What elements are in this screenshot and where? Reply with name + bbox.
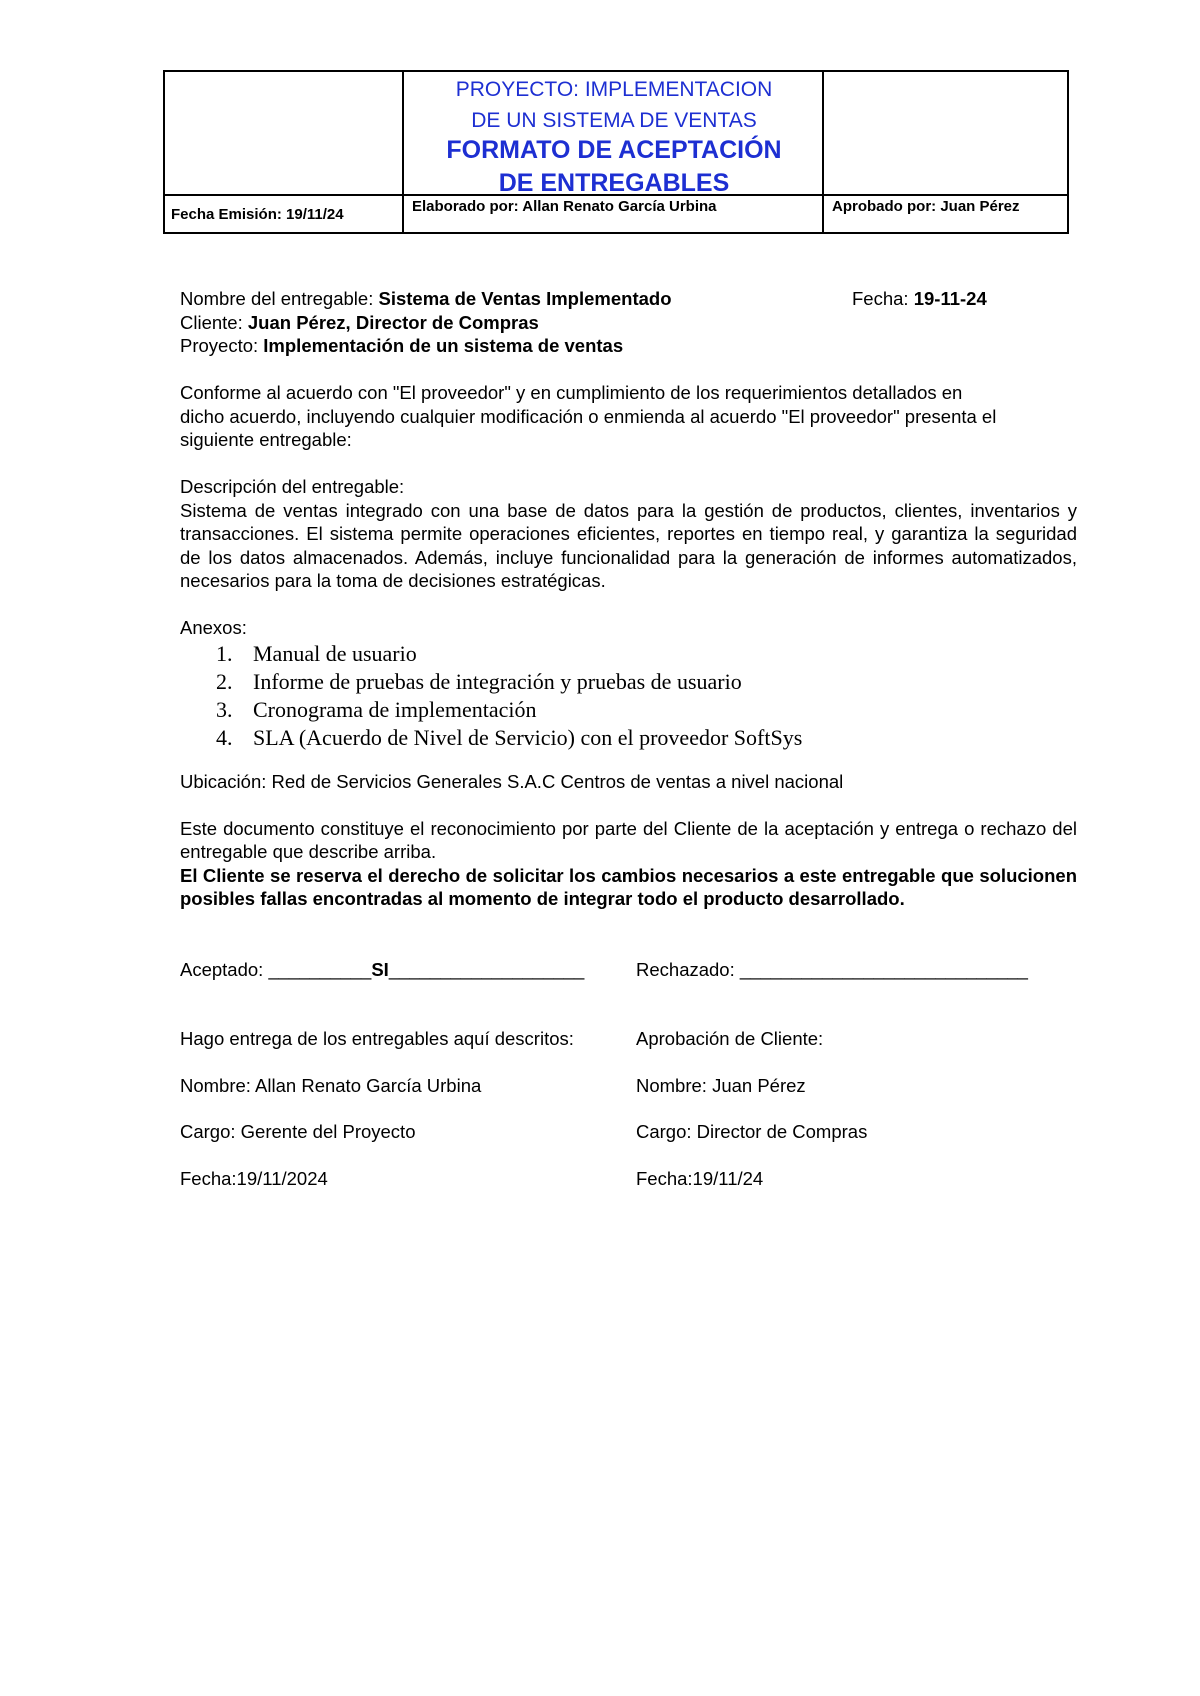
- list-item-number: 1.: [216, 640, 233, 666]
- aceptacion-row: [180, 958, 1077, 982]
- cliente-value: Juan Pérez, Director de Compras: [247, 311, 539, 333]
- descripcion-text: Sistema de ventas integrado con una base de datos para la gestión de productos, clientes, inventarios y transacciones. El sistema permite operaciones eficientes, reportes en tiempo real, y garantiza la seguridad de los datos almacenados. Además, incluye funcionalidad para la generación de informes automatizados, necesarios para la toma de decisiones estratégicas.: [180, 499, 1077, 591]
- firmas-nombre-row: [180, 1074, 1077, 1098]
- ubicacion: Ubicación: Red de Servicios Generales S.A.C Centros de ventas a nivel nacional: [180, 770, 844, 792]
- proyecto-value: Implementación de un sistema de ventas: [263, 335, 624, 356]
- firmas-fecha-row: [180, 1167, 1077, 1191]
- list-item: [180, 640, 1077, 668]
- list-item-number: 4.: [216, 724, 233, 750]
- descripcion-label: Descripción del entregable:: [180, 476, 405, 497]
- list-item-text: Cronograma de implementación: [253, 696, 537, 722]
- firmas-cargo-row: [180, 1120, 1077, 1144]
- list-item-number: 3.: [216, 696, 233, 722]
- project-title-line1: PROYECTO: IMPLEMENTACION: [455, 78, 773, 101]
- header-table: [163, 70, 1069, 234]
- reserva-text: El Cliente se reserva el derecho de solicitar los cambios necesarios a este entregable que solucionen posibles fallas encontradas al momento de integrar todo el producto desarrollado.: [180, 864, 1077, 909]
- intro-line1: Conforme al acuerdo con "El proveedor" y en cumplimiento de los requerimientos detallados en: [180, 382, 963, 403]
- intro-line3: siguiente entregable:: [180, 429, 352, 450]
- aprobado-por: Aprobado por: Juan Pérez: [832, 198, 1020, 215]
- format-title-line1: FORMATO DE ACEPTACIÓN: [446, 136, 782, 164]
- nombre-value: Sistema de Ventas Implementado: [378, 288, 672, 309]
- entrega-heading: Hago entrega de los entregables aquí descritos:: [180, 1028, 574, 1049]
- document-body: [180, 287, 1077, 1190]
- list-item: [180, 724, 1077, 752]
- aceptado-field: [180, 959, 584, 980]
- anexos-label: Anexos:: [180, 617, 247, 638]
- list-item-number: 2.: [216, 668, 233, 694]
- aprobacion-fecha: Fecha:19/11/24: [636, 1167, 764, 1189]
- entrega-fecha: Fecha:19/11/2024: [180, 1167, 328, 1189]
- aceptado-value: SI: [371, 958, 389, 980]
- rechazado-label: Rechazado:: [636, 958, 740, 980]
- reconocimiento-text: Este documento constituye el reconocimiento por parte del Cliente de la aceptación y entrega o rechazo del entregable que describe arriba.: [180, 817, 1077, 862]
- proyecto-label: Proyecto:: [180, 335, 264, 356]
- rechazado-line: ____________________________: [739, 958, 1028, 980]
- list-item-text: Informe de pruebas de integración y pruebas de usuario: [253, 668, 742, 694]
- entrega-nombre: Nombre: Allan Renato García Urbina: [180, 1074, 482, 1096]
- format-title-line2: DE ENTREGABLES: [498, 169, 730, 197]
- nombre-label: Nombre del entregable:: [180, 288, 379, 309]
- elaborado-por: Elaborado por: Allan Renato García Urbina: [412, 198, 717, 215]
- list-item: [180, 696, 1077, 724]
- aceptado-line-pre: __________: [268, 958, 372, 980]
- fecha-emision: Fecha Emisión: 19/11/24: [171, 206, 344, 223]
- intro-line2: dicho acuerdo, incluyendo cualquier modificación o enmienda al acuerdo "El proveedor" presenta el: [180, 405, 997, 427]
- list-item-text: Manual de usuario: [253, 640, 417, 666]
- fecha-value: 19-11-24: [913, 288, 987, 309]
- aprobacion-cargo: Cargo: Director de Compras: [636, 1121, 868, 1142]
- list-item-text: SLA (Acuerdo de Nivel de Servicio) con el proveedor SoftSys: [253, 724, 803, 750]
- nombre-entregable-row: [180, 287, 1077, 311]
- cliente-row: [180, 311, 1077, 335]
- aceptado-line-post: ___________________: [388, 958, 585, 980]
- document-title: [404, 72, 824, 197]
- firmas-heading-row: [180, 1027, 1077, 1051]
- aprobacion-nombre: Nombre: Juan Pérez: [636, 1074, 806, 1096]
- project-title-line2: DE UN SISTEMA DE VENTAS: [471, 109, 757, 132]
- entrega-cargo: Cargo: Gerente del Proyecto: [180, 1121, 416, 1142]
- fecha-field: [852, 287, 987, 311]
- rechazado-field: [636, 958, 1028, 982]
- fecha-label: Fecha:: [852, 288, 914, 309]
- aprobacion-heading: Aprobación de Cliente:: [636, 1028, 824, 1049]
- list-item: [180, 668, 1077, 696]
- aceptado-label: Aceptado:: [180, 958, 269, 980]
- cliente-label: Cliente:: [180, 311, 248, 333]
- anexos-list: [180, 640, 1077, 752]
- proyecto-row: [180, 334, 1077, 358]
